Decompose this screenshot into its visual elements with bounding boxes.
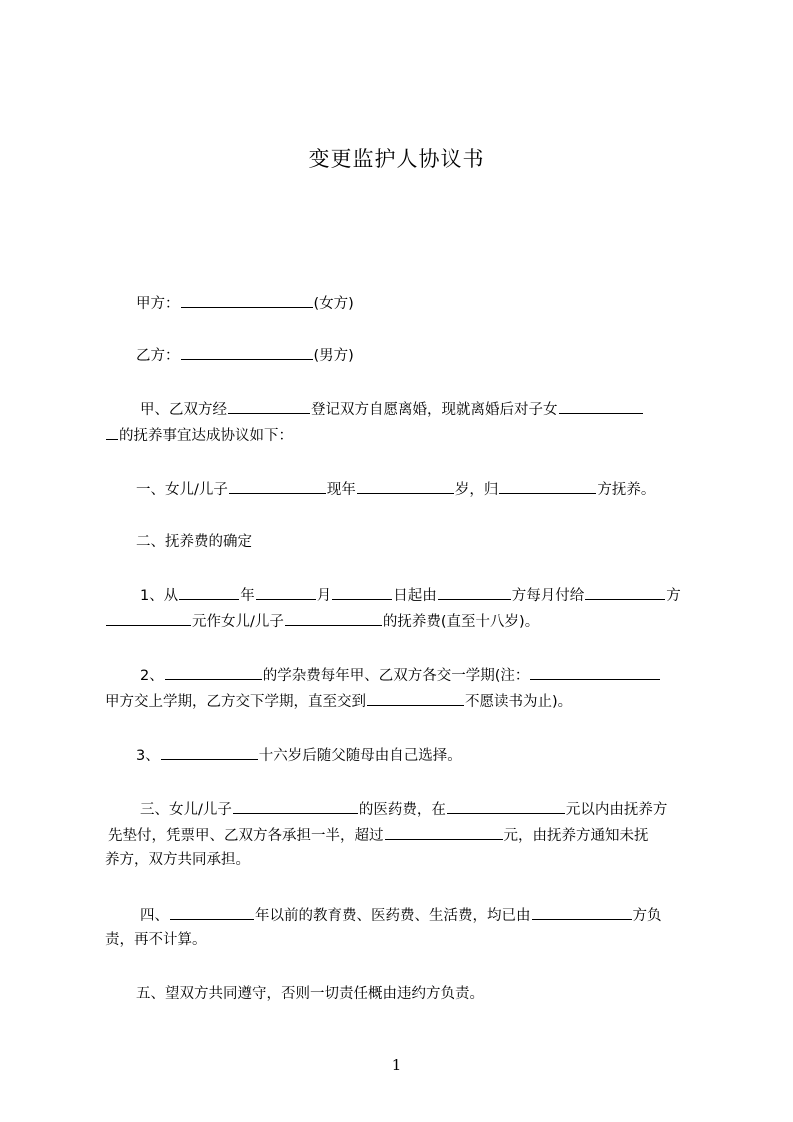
clause-3-text-5: 元，由抚养方通知未抚: [503, 828, 649, 844]
clause-3-text-1: 三、女儿/儿子: [140, 802, 232, 818]
clause-1-text-4: 方抚养。: [597, 482, 656, 498]
item-3-text-1: 3、: [136, 748, 160, 764]
item-1-blank-4: [438, 584, 511, 600]
intro-text-1: 甲、乙双方经: [140, 402, 227, 418]
clause-4-line-2: 责，再不计算。: [105, 932, 207, 948]
clause-1-line: [136, 478, 655, 500]
item-2-line-1: [140, 664, 661, 686]
clause-2-heading: 二、抚养费的确定: [136, 534, 252, 550]
intro-line-1: [140, 398, 644, 420]
item-1-text-1: 1、从: [140, 588, 179, 604]
intro-blank-1: [228, 398, 310, 414]
item-1-blank-2: [256, 584, 316, 600]
clause-3-text-4: 先垫付，凭票甲、乙双方各承担一半，超过: [108, 828, 384, 844]
item-1-blank-7: [285, 610, 382, 626]
clause-1-blank-3: [499, 478, 596, 494]
item-2-line-2: [105, 690, 572, 712]
clause-3-text-3: 元以内由抚养方: [565, 802, 668, 818]
item-2-text-1: 2、: [140, 668, 164, 684]
item-1-line-2: [105, 610, 539, 632]
clause-4-text-3: 方负: [632, 908, 662, 924]
intro-text-3: 的抚养事宜达成协议如下：: [119, 428, 293, 444]
item-1-blank-3: [332, 584, 392, 600]
clause-1-blank-2: [357, 478, 454, 494]
intro-blank-2-cont: [106, 424, 118, 440]
item-3-blank-1: [161, 744, 258, 760]
item-2-text-4: 不愿读书为止)。: [465, 694, 573, 710]
clause-4-line-1: [140, 904, 662, 926]
clause-1-text-3: 岁，归: [454, 482, 499, 498]
item-1-line-1: [140, 584, 681, 606]
item-1-blank-6: [106, 610, 191, 626]
party-a-label: 甲方：: [136, 296, 180, 312]
item-1-blank-5: [585, 584, 665, 600]
party-b-suffix: (男方): [313, 348, 354, 364]
item-3-line: [136, 744, 462, 766]
item-1-text-3: 月: [316, 588, 332, 604]
clause-4-blank-1: [170, 904, 254, 920]
item-1-text-8: 的抚养费(直至十八岁)。: [382, 614, 540, 630]
clause-1-blank-1: [229, 478, 326, 494]
clause-3-text-2: 的医药费，在: [358, 802, 446, 818]
document-title: 变更监护人协议书: [308, 147, 485, 171]
intro-line-2: [105, 424, 293, 446]
item-1-text-7: 元作女儿/儿子: [192, 614, 284, 630]
item-2-blank-1: [165, 664, 262, 680]
party-a-suffix: (女方): [313, 296, 354, 312]
party-b-line: [136, 344, 354, 366]
item-1-blank-1: [179, 584, 239, 600]
party-b-label: 乙方：: [136, 348, 180, 364]
clause-4-text-2: 年以前的教育费、医药费、生活费，均已由: [255, 908, 531, 924]
clause-1-text-1: 一、女儿/儿子: [136, 482, 228, 498]
clause-3-line-1: [140, 798, 667, 820]
intro-blank-2: [559, 398, 643, 414]
clause-4-text-1: 四、: [140, 908, 169, 924]
clause-5-line: 五、望双方共同遵守，否则一切责任概由违约方负责。: [136, 986, 484, 1002]
item-1-text-4: 日起由: [393, 588, 437, 604]
party-b-blank: [181, 344, 313, 360]
item-2-text-3: 甲方交上学期，乙方交下学期，直至交到: [105, 694, 366, 710]
item-2-blank-2: [530, 664, 660, 680]
page-number: 1: [391, 1056, 402, 1074]
clause-1-text-2: 现年: [326, 482, 356, 498]
clause-3-blank-2: [447, 798, 565, 814]
intro-text-2: 登记双方自愿离婚，现就离婚后对子女: [311, 402, 558, 418]
clause-3-blank-1: [233, 798, 358, 814]
item-1-text-2: 年: [240, 588, 255, 604]
item-1-text-6: 方: [666, 588, 681, 604]
clause-4-blank-2: [532, 904, 632, 920]
item-2-text-2: 的学杂费每年甲、乙双方各交一学期(注：: [262, 668, 530, 684]
party-a-blank: [181, 292, 313, 308]
clause-3-line-2: [108, 824, 649, 846]
clause-3-line-3: 养方，双方共同承担。: [105, 852, 250, 868]
clause-3-blank-3: [385, 824, 503, 840]
item-3-text-2: 十六岁后随父随母由自己选择。: [258, 748, 462, 764]
item-1-text-5: 方每月付给: [511, 588, 585, 604]
item-2-blank-3: [367, 690, 464, 706]
party-a-line: [136, 292, 354, 314]
